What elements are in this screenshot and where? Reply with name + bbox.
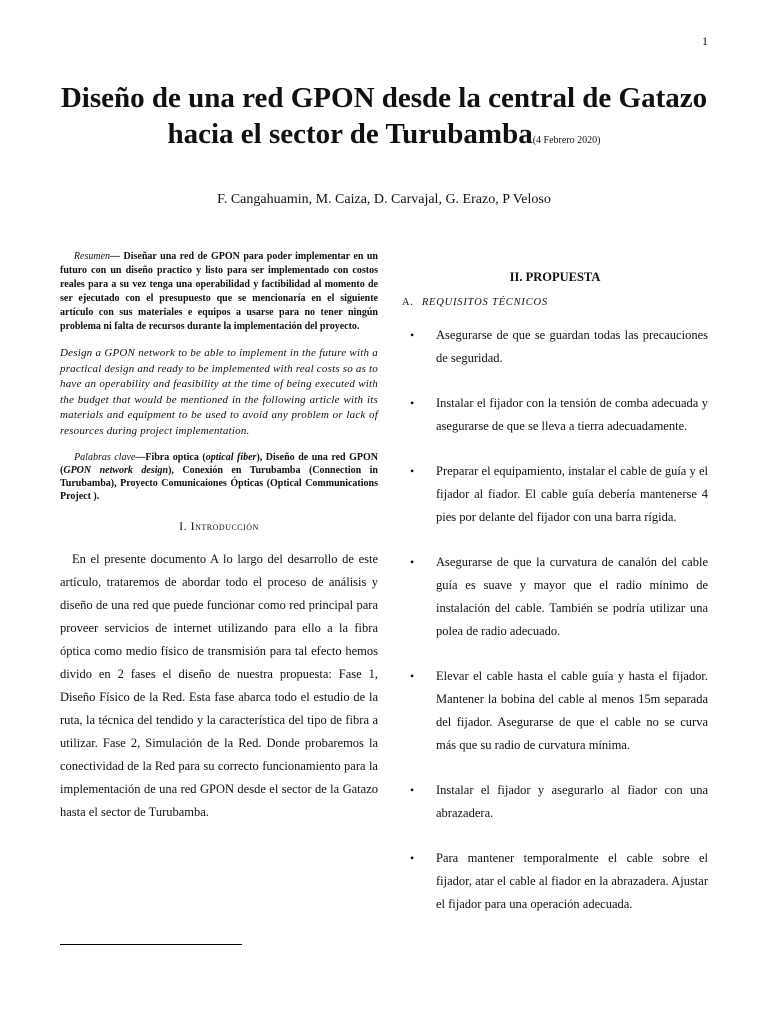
keywords-part2-italic: GPON network design [63, 465, 169, 476]
subsection-number: A. [402, 297, 414, 308]
list-item [402, 460, 708, 529]
abstract-label: Resumen [73, 251, 111, 262]
bullet-dot-icon: • [410, 555, 415, 569]
bullet-dot-icon: • [410, 783, 415, 797]
paper-title [60, 80, 708, 159]
subsection-title: REQUISITOS TÉCNICOS [421, 297, 548, 308]
bullet-dot-icon: • [410, 328, 415, 342]
bullet-dot-icon: • [410, 396, 415, 410]
section1-heading: I. Introducción [179, 519, 259, 533]
list-item [402, 665, 708, 757]
list-item [402, 551, 708, 643]
list-item [402, 324, 708, 370]
right-column [402, 270, 708, 938]
keywords-label: Palabras clave [74, 452, 136, 463]
keywords [60, 451, 378, 503]
list-item-text: Instalar el fijador con la tensión de comba adecuada y asegurarse de que se lleva a tierra adecuadamente. [436, 396, 708, 433]
requirements-list [402, 324, 708, 916]
page-number: 1 [702, 34, 708, 48]
abstract-text: — Diseñar una red de GPON para poder implementar en un futuro con un diseño practico y listo para ser implementado con costos reales para a su vez tenga una operabilidad y factibilidad al momento de ser ejecutado con el presupuesto que se mencionaría en el siguiente artículo con sus materiales e equipos a usarse para no tener ningún problema ni falta de recursos durante la implementación del proyecto. [60, 251, 378, 332]
section1-body: En el presente documento A lo largo del desarrollo de este artículo, trataremos de abordar todo el proceso de análisis y diseño de una red que puede funcionar como red principal para proveer servicios de internet utilizando para ello a la fibra óptica como medio físico de transmisión para tal efecto hemos divido en 2 fases el diseño de nuestra propuesta: Fase 1, Diseño Físico de la Red. Esta fase abarca todo el estudio de la ruta, la técnica del tendido y la característica del tipo de fibra a utilizar. Fase 2, Simulación de la Red. Donde probaremos la conectividad de la Red para su correcto funcionamiento para la implementación de una red GPON desde el sector de la Gatazo hasta el sector de Turubamba. [60, 552, 378, 819]
keywords-part3: ), Conexión en Turubamba (Connection in Turubamba), Proyecto Comunicaiones Ópticas (Optical Communications Project ). [60, 465, 378, 502]
author-list: F. Cangahuamin, M. Caiza, D. Carvajal, G. Erazo, P Veloso [217, 192, 551, 207]
list-item-text: Para mantener temporalmente el cable sobre el fijador, atar el cable al fiador en la abrazadera. Ajustar el fijador para una operación adecuada. [436, 851, 708, 911]
abstract-es [60, 250, 378, 334]
footnote-rule [60, 944, 242, 945]
abstract-en: Design a GPON network to be able to implement in the future with a practical design and ready to be implemented with real costs so as to have an operability and feasibility at the time of being executed with the budget that would be mentioned in the following article with its materials and equipment to be used to avoid any problem or lack of resources during project implementation. [60, 347, 378, 437]
title-main: Diseño de una red GPON desde la central de Gatazo hacia el sector de Turubamba [60, 82, 708, 150]
section2-heading: II. PROPUESTA [509, 270, 601, 284]
list-item-text: Preparar el equipamiento, instalar el cable de guía y el fijador al fiador. El cable guía debería mantenerse 4 pies por delante del fijador con una barra rígida. [436, 464, 708, 524]
bullet-dot-icon: • [410, 464, 415, 478]
title-date: (4 Febrero 2020) [532, 135, 601, 146]
list-item-text: Elevar el cable hasta el cable guía y hasta el fijador. Mantener la bobina del cable al menos 15m separada del fijador. Asegurarse de que el cable no se curva más que su radio de curvatura mínima. [436, 669, 708, 752]
list-item-text: Asegurarse de que se guardan todas las precauciones de seguridad. [436, 328, 708, 365]
list-item [402, 847, 708, 916]
bullet-dot-icon: • [410, 669, 415, 683]
keywords-part1: —Fibra optica ( [135, 452, 206, 463]
list-item [402, 779, 708, 825]
subsection-heading [402, 297, 708, 308]
bullet-dot-icon: • [410, 851, 415, 865]
keywords-part1-italic: optical fiber [205, 452, 257, 463]
list-item [402, 392, 708, 438]
keywords-part2: ), Diseño de una red GPON ( [60, 452, 378, 476]
list-item-text: Asegurarse de que la curvatura de canalón del cable guía es suave y mayor que el radio mínimo de instalación del cable. También se podría utilizar una polea de radio adecuado. [436, 555, 708, 638]
list-item-text: Instalar el fijador y asegurarlo al fiador con una abrazadera. [436, 783, 708, 820]
left-column [60, 250, 378, 824]
